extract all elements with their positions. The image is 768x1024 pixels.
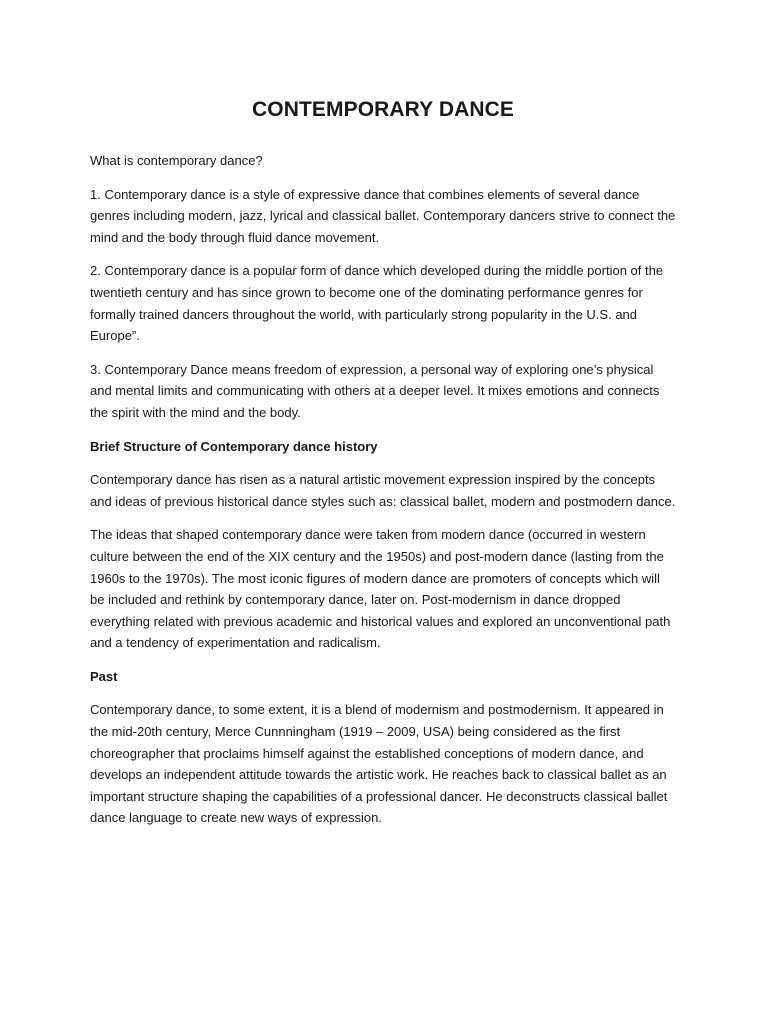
- history-paragraph-2: The ideas that shaped contemporary dance were taken from modern dance (occurred in western culture between the end of the XIX century and the 1950s) and post-modern dance (lasting from the 1960s to the 1970s). The most iconic figures of modern dance are promoters of concepts which will be included and rethink by contemporary dance, later on. Post-modernism in dance dropped everything related with previous academic and historical values and explored an unconventional path and a tendency of experimentation and radicalism.: [90, 527, 671, 651]
- document-title: CONTEMPORARY DANCE: [252, 98, 514, 121]
- definition-paragraph-3: 3. Contemporary Dance means freedom of expression, a personal way of exploring one’s physical and mental limits and communicating with others at a deeper level. It mixes emotions and connects the spirit with the mind and the body.: [90, 361, 660, 420]
- history-paragraph-1: Contemporary dance has risen as a natural artistic movement expression inspired by the concepts and ideas of previous historical dance styles such as: classical ballet, modern and postmodern dance.: [90, 472, 676, 509]
- definition-paragraph-2: 2. Contemporary dance is a popular form of dance which developed during the middle portion of the twentieth century and has since grown to become one of the dominating performance genres for formally trained dancers throughout the world, with particularly strong popularity in the U.S. and Europe”.: [90, 263, 664, 344]
- document-body: [90, 92, 676, 841]
- history-heading: Brief Structure of Contemporary dance history: [90, 438, 378, 454]
- definition-paragraph-1: 1. Contemporary dance is a style of expressive dance that combines elements of several dance genres including modern, jazz, lyrical and classical ballet. Contemporary dancers strive to connect the mind and the body through fluid dance movement.: [90, 186, 676, 245]
- question-paragraph: What is contemporary dance?: [90, 153, 263, 168]
- past-paragraph: Contemporary dance, to some extent, it is a blend of modernism and postmodernism. It appeared in the mid-20th century, Merce Cunnningham (1919 – 2009, USA) being considered as the first choreographer that proclaims himself against the established conceptions of modern dance, and develops an independent attitude towards the artistic work. He reaches back to classical ballet as an important structure shaping the capabilities of a professional dancer. He deconstructs classical ballet dance language to create new ways of expression.: [90, 702, 668, 826]
- past-heading: Past: [90, 668, 118, 684]
